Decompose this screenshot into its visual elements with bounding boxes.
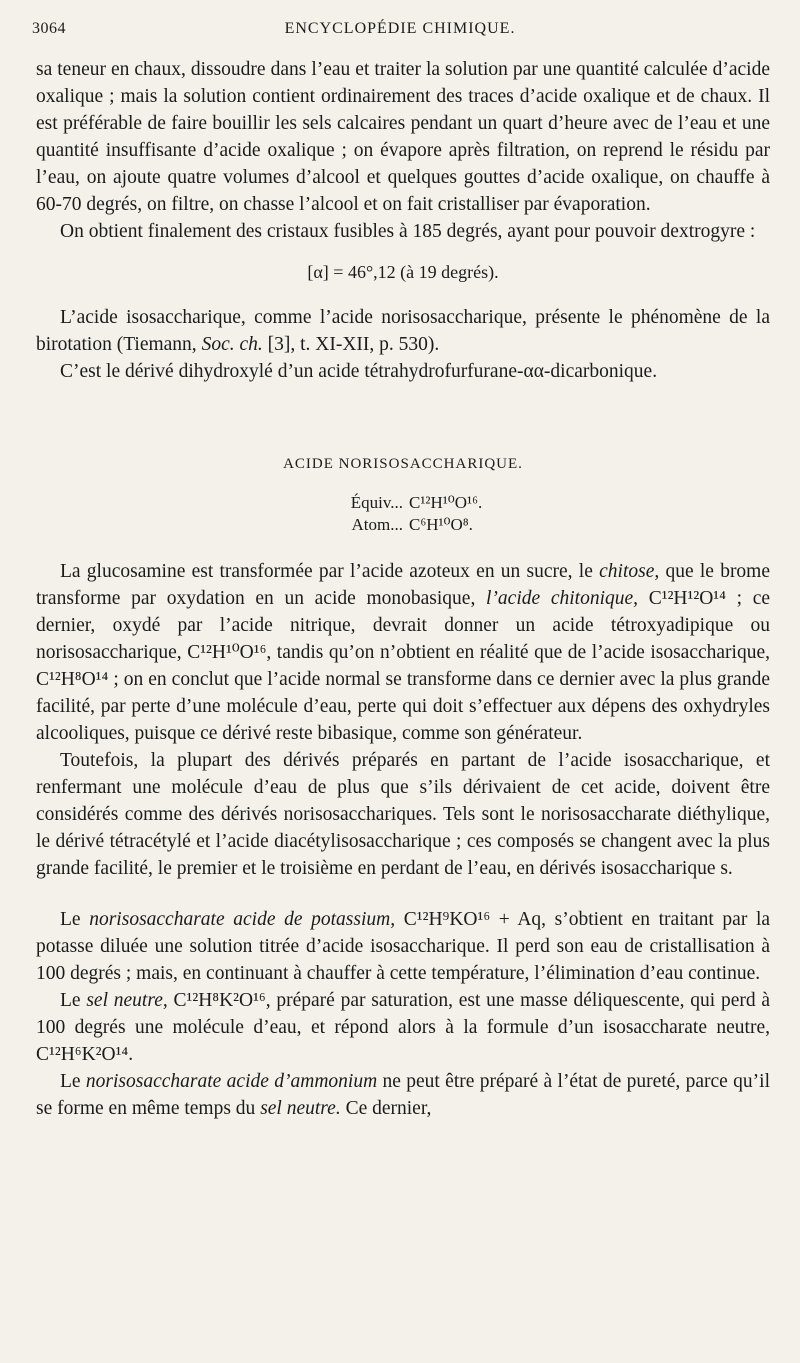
citation-journal: Soc. ch. [201,334,263,355]
equiv-row: Équiv... C¹²H¹⁰O¹⁶. [350,493,483,512]
running-title: ENCYCLOPÉDIE CHIMIQUE. [284,20,516,37]
body-text [36,56,770,1122]
paragraph-4: C’est le dérivé dihydroxylé d’un acide tétrahydrofurfurane-αα-dicarbonique. [60,361,658,382]
page-number: 3064 [32,20,66,37]
paragraph-8: Le sel neutre, C¹²H⁸K²O¹⁶, préparé par saturation, est une masse déliquescente, qui perd à 100 degrés une molécule d’eau, et répond alors à la formule d’un isosaccharate neutre, C¹²H⁶K²O¹⁴. [36,990,771,1065]
formula-table [303,492,503,536]
paragraph-2: On obtient finalement des cristaux fusibles à 185 degrés, ayant pour pouvoir dextrogyre : [60,221,756,242]
paragraph-7: Le norisosaccharate acide de potassium, C¹²H⁹KO¹⁶ + Aq, s’obtient en traitant par la potasse diluée une solution titrée d’acide isosaccharique. Il perd son eau de cristallisation à 100 degrés ; mais, en continuant à chauffer à cette température, l’élimination d’eau continue. [36,909,771,984]
running-header [32,20,768,44]
paragraph-1: sa teneur en chaux, dissoudre dans l’eau et traiter la solution par une quantité calculée d’acide oxalique ; mais la solution contient ordinairement des traces d’acide oxalique et de chaux. Il est préférable de faire bouillir les sels calcaires pendant un quart d’heure avec de l’eau et une quantité insuffisante d’acide oxalique ; on évapore après filtration, on reprend le résidu par l’eau, on ajoute quatre volumes d’alcool et quelques gouttes d’acide oxalique, on chauffe à 60-70 degrés, on filtre, on chasse l’alcool et on fait cristalliser par évaporation. [36,59,770,215]
atom-row: Atom... C⁶H¹⁰O⁸. [351,515,473,534]
paragraph-6: Toutefois, la plupart des dérivés préparés en partant de l’acide isosaccharique, et renfermant une molécule d’eau de plus que s’ils dérivaient de cet acide, doivent être considérés comme des dérivés norisosacchariques. Tels sont le norisosaccharate diéthylique, le dérivé tétracétylé et l’acide diacétylisosaccharique ; ces composés se changent avec la plus grande facilité, le premier et le troisième en perdant de l’eau, en dérivés isosaccharique s. [36,750,770,879]
paragraph-5: La glucosamine est transformée par l’acide azoteux en un sucre, le chitose, que le brome transforme par oxydation en un acide monobasique, l’acide chitonique, C¹²H¹²O¹⁴ ; ce dernier, oxydé par l’acide nitrique, devrait donner un acide tétroxyadipique ou norisosaccharique, C¹²H¹⁰O¹⁶, tandis qu’on n’obtient en réalité que de l’acide isosaccharique, C¹²H⁸O¹⁴ ; on en conclut que l’acide normal se transforme dans ce dernier avec la plus grande facilité, par perte d’une molécule d’eau, perte qui doit s’effectuer aux dépens des oxhydryles alcooliques, puisque ce dérivé reste bibasique, comme son générateur. [36,561,771,744]
section-title: ACIDE NORISOSACCHARIQUE. [283,456,523,472]
paragraph-9: Le norisosaccharate acide d’ammonium ne peut être préparé à l’état de pureté, parce qu’il se forme en même temps du sel neutre. Ce dernier, [36,1071,770,1119]
rotation-formula: [α] = 46°,12 (à 19 degrés). [307,262,499,282]
paragraph-3: L’acide isosaccharique, comme l’acide norisosaccharique, présente le phénomène de la birotation (Tiemann, Soc. ch. [3], t. XI-XII, p. 530). [36,307,770,355]
